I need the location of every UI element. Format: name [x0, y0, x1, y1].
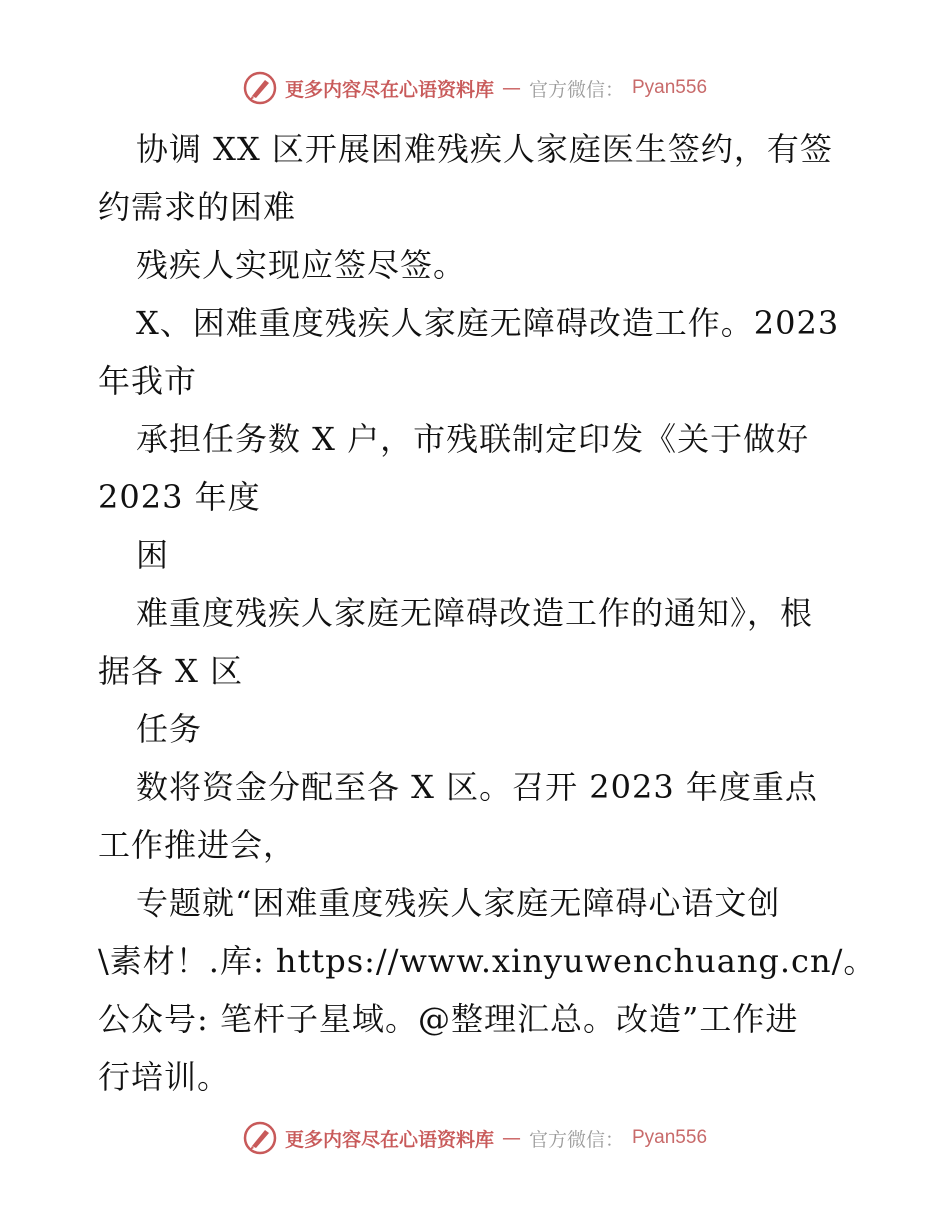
footer-banner-main-text: 更多内容尽在心语资料库 [284, 1128, 494, 1151]
document-body [98, 120, 888, 1106]
body-line: \素材！.库: https://www.xinyuwenchuang.cn/。 [98, 942, 877, 980]
body-line: 困 [136, 536, 170, 574]
body-line: 约需求的困难 [98, 188, 297, 226]
footer-banner-wechat-id: Pyan556 [632, 1127, 708, 1148]
header-banner-dash: — [501, 77, 521, 99]
body-line: X、困难重度残疾人家庭无障碍改造工作。2023 [136, 304, 840, 342]
body-line: 承担任务数 X 户，市残联制定印发《关于做好 [136, 420, 810, 458]
footer-banner [0, 1118, 950, 1158]
header-banner-wechat-id: Pyan556 [632, 77, 708, 98]
quill-pen-logo-icon [243, 71, 277, 105]
body-line: 协调 XX 区开展困难残疾人家庭医生签约，有签 [136, 130, 833, 168]
body-line: 专题就“困难重度残疾人家庭无障碍心语文创 [136, 884, 781, 922]
header-banner [0, 68, 950, 108]
footer-banner-wechat-label: 官方微信： [528, 1128, 624, 1151]
header-banner-wechat-label: 官方微信： [528, 78, 624, 101]
body-line: 据各 X 区 [98, 652, 244, 690]
body-line: 行培训。 [98, 1058, 231, 1096]
footer-banner-dash: — [501, 1127, 521, 1149]
quill-pen-logo-icon [243, 1121, 277, 1155]
body-line: 2023 年度 [98, 478, 261, 516]
body-line: 公众号: 笔杆子星域。@整理汇总。改造”工作进 [98, 1000, 799, 1038]
body-line: 数将资金分配至各 X 区。召开 2023 年度重点 [136, 768, 818, 806]
body-line: 年我市 [98, 362, 198, 400]
header-banner-main-text: 更多内容尽在心语资料库 [284, 78, 494, 101]
body-line: 工作推进会， [98, 826, 297, 864]
body-line: 任务 [136, 710, 203, 748]
body-line: 难重度残疾人家庭无障碍改造工作的通知》，根 [136, 594, 814, 632]
body-line: 残疾人实现应签尽签。 [136, 246, 467, 284]
